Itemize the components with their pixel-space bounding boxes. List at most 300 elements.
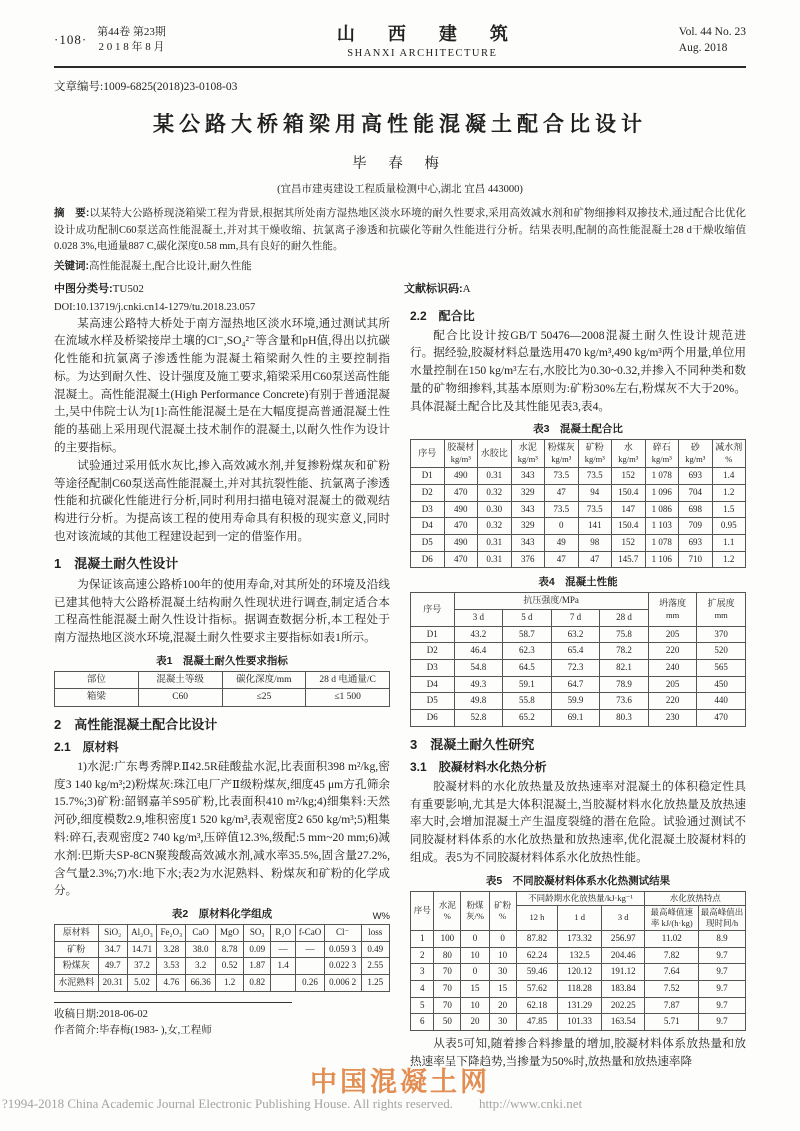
table-cell: 20.31 bbox=[98, 975, 127, 992]
table-cell: 183.84 bbox=[601, 981, 645, 998]
table-row bbox=[411, 997, 746, 1014]
author-name: 毕 春 梅 bbox=[352, 156, 448, 172]
table-cell: D5 bbox=[411, 693, 455, 710]
table-cell: 118.28 bbox=[558, 981, 602, 998]
section-2-1-paragraph: 1)水泥:广东粤秀牌P.Ⅱ42.5R硅酸盐水泥,比表面积398 m²/kg,密度3 140 kg/m³;2)粉煤灰:珠江电厂产Ⅱ级粉煤灰,细度45 μm方孔筛余15.7%;3)矿粉:韶钢嘉羊S95矿粉,比表面积410 m²/kg;4)细集料:天然河砂,细度模数2.9,堆积密度1 520 kg/m³,表观密度2 650 kg/m³;5)粗集料:碎石,表观密度2 740 kg/m³,压碎值12.3%,级配:5 mm~20 mm;6)减水剂:巴斯夫SP-8CN聚羧酸高效减水剂,减水率35.5%,固含量27.2%,含气量2.3%;7)水:地下水;表2为水泥熟料、粉煤灰和矿粉的化学成分。 bbox=[54, 759, 390, 898]
body-columns bbox=[54, 302, 746, 1071]
table-header-cell: 水泥 kg/m³ bbox=[511, 440, 545, 468]
table-cell: 202.25 bbox=[601, 997, 645, 1014]
footnote-block bbox=[54, 1002, 390, 1039]
table-header-cell: 序号 bbox=[411, 440, 445, 468]
table-header-cell: 扩展度 mm bbox=[697, 593, 746, 626]
table-header-cell: 28 d 电通量/C bbox=[306, 672, 390, 689]
table-cell: 8.9 bbox=[699, 930, 746, 947]
table-cell: 0.52 bbox=[215, 958, 243, 975]
table-cell: 0.26 bbox=[296, 975, 324, 992]
table-cell: 57.62 bbox=[516, 981, 558, 998]
table-cell: 62.24 bbox=[516, 947, 558, 964]
table-cell: 7.64 bbox=[645, 964, 699, 981]
table-header-cell: 胶凝材 kg/m³ bbox=[444, 440, 478, 468]
table-row bbox=[411, 1014, 746, 1031]
table-cell: 50 bbox=[434, 1014, 461, 1031]
table-cell: 0.82 bbox=[244, 975, 271, 992]
table-cell: 73.5 bbox=[545, 468, 579, 485]
table-cell: 87.82 bbox=[516, 930, 558, 947]
table-header-cell: loss bbox=[361, 925, 389, 942]
table-2-head bbox=[55, 925, 390, 942]
table-1-durability-requirements bbox=[54, 671, 390, 707]
table-cell: 52.8 bbox=[454, 710, 503, 727]
table-row bbox=[55, 958, 390, 975]
table-4-head bbox=[411, 593, 746, 626]
table-header-row bbox=[411, 440, 746, 468]
section-2-heading: 2 高性能混凝土配合比设计 bbox=[54, 716, 218, 732]
table-header-cell: 最高峰值出现时间/h bbox=[699, 905, 746, 930]
received-date: 收稿日期:2018-06-02 bbox=[54, 1008, 148, 1020]
table-cell: 47.85 bbox=[516, 1014, 558, 1031]
cnki-url: http://www.cnki.net bbox=[478, 1096, 583, 1111]
table-cell: 490 bbox=[444, 468, 478, 485]
table-header-cell: 碳化深度/mm bbox=[222, 672, 306, 689]
table-header-cell: 部位 bbox=[55, 672, 139, 689]
table-cell: 0.32 bbox=[478, 518, 512, 535]
table-row bbox=[55, 689, 390, 706]
table-cell: 710 bbox=[679, 551, 713, 568]
table-cell: 2 bbox=[411, 947, 434, 964]
table-cell: D1 bbox=[411, 626, 455, 643]
table-cell: 173.32 bbox=[558, 930, 602, 947]
article-id: 文章编号:1009-6825(2018)23-0108-03 bbox=[54, 81, 238, 93]
table-5-caption: 表5 不同胶凝材料体系水化热测试结果 bbox=[485, 874, 671, 887]
table-cell: 10 bbox=[461, 947, 489, 964]
table-cell: 54.8 bbox=[454, 660, 503, 677]
table-cell: 1 086 bbox=[645, 501, 679, 518]
table-cell: 73.5 bbox=[578, 468, 612, 485]
table-cell: 8.78 bbox=[215, 941, 243, 958]
table-header-cell: 矿粉 % bbox=[489, 891, 516, 930]
table-cell: 49 bbox=[545, 534, 579, 551]
table-row bbox=[411, 534, 746, 551]
table-cell: 72.3 bbox=[551, 660, 600, 677]
table-2-caption-text: 表2 原材料化学组成 bbox=[171, 908, 273, 921]
table-5-hydration-heat-results bbox=[410, 891, 746, 1031]
table-cell: 450 bbox=[697, 676, 746, 693]
table-cell: 水泥熟料 bbox=[55, 975, 99, 992]
paragraph-intro-2: 试验通过采用低水灰比,掺入高效减水剂,并复掺粉煤灰和矿粉等途径配制C60泵送高性能混凝土,并对其抗裂性能、抗氯离子渗透性能和抗碳化性能进行分析,同时利用扫描电镜对混凝土的微观结构进行分析。为提高该工程的使用寿命具有积极的现实意义,同时也对该流域的其他工程建设起到一定的借鉴作用。 bbox=[54, 458, 390, 544]
vol-line1: Vol. 44 No. 23 bbox=[678, 25, 746, 38]
table-cell: 1.1 bbox=[712, 534, 746, 551]
keywords-label: 关键词: bbox=[54, 259, 89, 272]
table-header-cell: 序号 bbox=[411, 891, 434, 930]
table-cell: 1.4 bbox=[712, 468, 746, 485]
table-2-unit: W% bbox=[372, 911, 390, 923]
table-cell: 490 bbox=[444, 501, 478, 518]
table-cell: 3.53 bbox=[157, 958, 186, 975]
table-cell: 30 bbox=[489, 1014, 516, 1031]
table-cell bbox=[296, 958, 324, 975]
table-cell: 70 bbox=[434, 964, 461, 981]
table-cell: 49.3 bbox=[454, 676, 503, 693]
table-cell: 0 bbox=[461, 930, 489, 947]
keywords-text: 高性能混凝土,配合比设计,耐久性能 bbox=[89, 260, 252, 272]
table-cell: D3 bbox=[411, 501, 445, 518]
table-3-mix-proportions bbox=[410, 439, 746, 568]
table-cell: 1.87 bbox=[244, 958, 271, 975]
table-header-cell: 水胶比 bbox=[478, 440, 512, 468]
table-cell: 370 bbox=[697, 626, 746, 643]
table-header-cell: 矿粉 kg/m³ bbox=[578, 440, 612, 468]
classification-line bbox=[54, 280, 746, 296]
section-2-2-heading: 2.2 配合比 bbox=[410, 308, 475, 323]
table-cell: 55.8 bbox=[503, 693, 552, 710]
table-row bbox=[411, 676, 746, 693]
section-3-1-heading: 3.1 胶凝材料水化热分析 bbox=[410, 759, 547, 774]
copyright-line bbox=[2, 1096, 798, 1112]
table-cell: 220 bbox=[648, 643, 697, 660]
table-row bbox=[411, 501, 746, 518]
table-cell: 7.82 bbox=[645, 947, 699, 964]
table-cell: 47 bbox=[545, 484, 579, 501]
section-2-1-heading: 2.1 原材料 bbox=[54, 739, 119, 754]
table-cell: 1 106 bbox=[645, 551, 679, 568]
clc-value: TU502 bbox=[112, 282, 144, 295]
table-header-cell: 不同龄期水化放热量/kJ·kg⁻¹ bbox=[516, 891, 645, 905]
table-4-caption: 表4 混凝土性能 bbox=[538, 576, 618, 589]
table-row bbox=[411, 710, 746, 727]
table-2-body bbox=[55, 941, 390, 991]
header-rule bbox=[54, 66, 746, 68]
table-cell: 47 bbox=[545, 551, 579, 568]
journal-header bbox=[54, 20, 746, 59]
table-cell: 470 bbox=[444, 518, 478, 535]
table-cell: 59.9 bbox=[551, 693, 600, 710]
table-cell: 5.02 bbox=[127, 975, 156, 992]
table-cell: 6 bbox=[411, 1014, 434, 1031]
table-cell: 70 bbox=[434, 997, 461, 1014]
table-cell: 73.5 bbox=[578, 501, 612, 518]
table-cell: 120.12 bbox=[558, 964, 602, 981]
table-cell: 150.4 bbox=[612, 518, 646, 535]
section-2-2-paragraph: 配合比设计按GB/T 50476—2008混凝土耐久性设计规范进行。据经验,胶凝材料总量选用470 kg/m³,490 kg/m³两个用量,单位用水量控制在150 kg/m³左右,水胶比为0.30~0.32,并掺入不同种类和数量的矿物细掺料,其基本原则为:矿粉30%左右,粉煤灰不大于20%。具体混凝土配合比及其性能见表3,表4。 bbox=[410, 328, 746, 413]
table-cell: 43.2 bbox=[454, 626, 503, 643]
table-cell: 64.5 bbox=[503, 660, 552, 677]
table-cell: 520 bbox=[697, 643, 746, 660]
table-cell: 100 bbox=[434, 930, 461, 947]
table-cell: 376 bbox=[511, 551, 545, 568]
table-2-caption bbox=[54, 906, 390, 921]
table-cell: 1.2 bbox=[712, 551, 746, 568]
table-cell: D3 bbox=[411, 660, 455, 677]
table-cell: 0.059 3 bbox=[324, 941, 361, 958]
table-cell: 82.1 bbox=[600, 660, 649, 677]
table-cell: 3 bbox=[411, 964, 434, 981]
table-header-cell: 28 d bbox=[600, 610, 649, 627]
table-cell: 94 bbox=[578, 484, 612, 501]
table-cell: 62.18 bbox=[516, 997, 558, 1014]
table-cell: D1 bbox=[411, 468, 445, 485]
abstract-block bbox=[54, 205, 746, 256]
table-cell: 9.7 bbox=[699, 964, 746, 981]
table-row bbox=[411, 964, 746, 981]
table-header-cell: CaO bbox=[186, 925, 215, 942]
right-column bbox=[410, 302, 746, 1071]
table-cell: 9.7 bbox=[699, 981, 746, 998]
table-header-cell: 1 d bbox=[558, 905, 602, 930]
table-cell: 15 bbox=[489, 981, 516, 998]
table-row bbox=[411, 518, 746, 535]
table-header-cell: 粉煤灰/% bbox=[461, 891, 489, 930]
table-cell: 38.0 bbox=[186, 941, 215, 958]
table-1-head bbox=[55, 672, 390, 689]
table-header-row bbox=[55, 925, 390, 942]
table-header-cell: 混凝土等级 bbox=[138, 672, 222, 689]
table-header-cell: 抗压强度/MPa bbox=[454, 593, 648, 610]
table-cell: 0.09 bbox=[244, 941, 271, 958]
table-cell: 14.71 bbox=[127, 941, 156, 958]
table-cell: 101.33 bbox=[558, 1014, 602, 1031]
table-cell: 1 096 bbox=[645, 484, 679, 501]
table-cell: 0.49 bbox=[361, 941, 389, 958]
table-header-cell: 原材料 bbox=[55, 925, 99, 942]
section-3-1-paragraph: 胶凝材料的水化放热量及放热速率对混凝土的体积稳定性具有重要影响,尤其是大体积混凝土,当胶凝材料水化放热量及放热速率大时,会增加混凝土产生温度裂缝的潜在危险。试验通过测试不同胶凝材料体系的水化放热量和放热速率,优化混凝土胶凝材料的组成。表5为不同胶凝材料体系水化放热性能。 bbox=[410, 779, 746, 865]
copyright-text: ?1994-2018 China Academic Journal Electronic Publishing House. All rights reserved. bbox=[2, 1096, 453, 1111]
table-cell: 163.54 bbox=[601, 1014, 645, 1031]
table-cell: 3.28 bbox=[157, 941, 186, 958]
table-cell: 30 bbox=[489, 964, 516, 981]
table-cell: 78.9 bbox=[600, 676, 649, 693]
table-cell: 5 bbox=[411, 997, 434, 1014]
table-cell: 0.022 3 bbox=[324, 958, 361, 975]
table-cell: 1 078 bbox=[645, 534, 679, 551]
table-cell: 0.31 bbox=[478, 468, 512, 485]
table-cell: 47 bbox=[578, 551, 612, 568]
table-cell: 1.4 bbox=[271, 958, 296, 975]
table-3-head bbox=[411, 440, 746, 468]
table-cell: 4.76 bbox=[157, 975, 186, 992]
table-cell: 15 bbox=[461, 981, 489, 998]
table-1-body bbox=[55, 689, 390, 706]
table-cell: 205 bbox=[648, 676, 697, 693]
table-5-head bbox=[411, 891, 746, 930]
table-row bbox=[411, 930, 746, 947]
table-header-cell: 最高峰值速率 kJ/(h·kg) bbox=[645, 905, 699, 930]
keywords-block bbox=[54, 258, 746, 273]
table-3-caption: 表3 混凝土配合比 bbox=[533, 423, 623, 436]
table-cell: 150.4 bbox=[612, 484, 646, 501]
table-cell: 693 bbox=[679, 534, 713, 551]
table-cell: 73.5 bbox=[545, 501, 579, 518]
closing-paragraph: 从表5可知,随着掺合料掺量的增加,胶凝材料体系放热量和放热速率呈下降趋势,当掺量为50%时,放热量和放热速率降 bbox=[410, 1037, 746, 1068]
journal-title-en: SHANXI ARCHITECTURE bbox=[347, 48, 498, 59]
issue-line1: 第44卷 第23期 bbox=[97, 25, 166, 38]
table-cell bbox=[271, 975, 296, 992]
table-header-cell: 砂 kg/m³ bbox=[679, 440, 713, 468]
table-cell: 80 bbox=[434, 947, 461, 964]
table-row bbox=[411, 484, 746, 501]
table-cell: 37.2 bbox=[127, 958, 156, 975]
table-2-chemical-composition bbox=[54, 924, 390, 992]
table-cell: 141 bbox=[578, 518, 612, 535]
table-cell: 75.8 bbox=[600, 626, 649, 643]
table-cell: 147 bbox=[612, 501, 646, 518]
table-header-row bbox=[411, 593, 746, 610]
page-number: ·108· bbox=[54, 31, 88, 47]
table-cell: 693 bbox=[679, 468, 713, 485]
table-row bbox=[411, 643, 746, 660]
table-cell: D2 bbox=[411, 643, 455, 660]
table-cell: 0 bbox=[461, 964, 489, 981]
table-row bbox=[411, 626, 746, 643]
table-header-cell: 12 h bbox=[516, 905, 558, 930]
table-header-cell: Fe₂O₃ bbox=[157, 925, 186, 942]
table-cell: ≤25 bbox=[222, 689, 306, 706]
table-cell: 709 bbox=[679, 518, 713, 535]
table-cell: — bbox=[296, 941, 324, 958]
table-header-cell: 3 d bbox=[454, 610, 503, 627]
table-header-cell: 水 kg/m³ bbox=[612, 440, 646, 468]
table-cell: 343 bbox=[511, 468, 545, 485]
paragraph-intro-1: 某高速公路特大桥处于南方湿热地区淡水环境,通过测试其所在流域水样及桥梁接岸土壤的Cl⁻,SO₄²⁻等含量和pH值,得出以抗碳化性能和抗氯离子渗透性能为混凝土箱梁耐久性的主要控制指标。为达到耐久性、设计强度及施工要求,箱梁采用C60泵送高性能混凝土。高性能混凝土(High Performance Concrete)有别于普通混凝土,吴中伟院士认为[1]:高性能混凝土是在大幅度提高普通混凝土性能的基础上采用现代混凝土技术制作的混凝土,以耐久性作为设计的主要指标。 bbox=[54, 316, 390, 455]
table-cell: 7.87 bbox=[645, 997, 699, 1014]
table-cell: 329 bbox=[511, 484, 545, 501]
table-header-cell: f-CaO bbox=[296, 925, 324, 942]
table-cell: 49.7 bbox=[98, 958, 127, 975]
table-cell: 10 bbox=[489, 947, 516, 964]
issue-info bbox=[97, 25, 166, 55]
table-cell: 58.7 bbox=[503, 626, 552, 643]
table-cell: 65.2 bbox=[503, 710, 552, 727]
table-row bbox=[411, 660, 746, 677]
table-header-cell: 水泥 % bbox=[434, 891, 461, 930]
table-cell: 7.52 bbox=[645, 981, 699, 998]
table-header-cell: 碎石 kg/m³ bbox=[645, 440, 679, 468]
table-cell: 49.8 bbox=[454, 693, 503, 710]
table-row bbox=[55, 941, 390, 958]
table-cell: 9.7 bbox=[699, 997, 746, 1014]
table-cell: 470 bbox=[444, 551, 478, 568]
table-cell: D4 bbox=[411, 676, 455, 693]
table-cell: 0.95 bbox=[712, 518, 746, 535]
table-header-cell: 5 d bbox=[503, 610, 552, 627]
author-affiliation: (宜昌市建夷建设工程质量检测中心,湖北 宜昌 443000) bbox=[277, 184, 523, 195]
table-header-cell: 7 d bbox=[551, 610, 600, 627]
table-cell: 4 bbox=[411, 981, 434, 998]
table-cell: 98 bbox=[578, 534, 612, 551]
table-cell: 191.12 bbox=[601, 964, 645, 981]
table-cell: 1.2 bbox=[215, 975, 243, 992]
table-cell: 9.7 bbox=[699, 947, 746, 964]
table-header-cell: R₂O bbox=[271, 925, 296, 942]
table-cell: C60 bbox=[138, 689, 222, 706]
table-cell: 0.006 2 bbox=[324, 975, 361, 992]
table-cell: 1.25 bbox=[361, 975, 389, 992]
table-cell: 64.7 bbox=[551, 676, 600, 693]
journal-title-block bbox=[323, 20, 522, 59]
header-left bbox=[54, 25, 166, 55]
table-cell: 70 bbox=[434, 981, 461, 998]
table-cell: D6 bbox=[411, 551, 445, 568]
clc-label: 中图分类号: bbox=[54, 282, 113, 295]
table-header-row bbox=[55, 672, 390, 689]
journal-title-cn: 山 西 建 筑 bbox=[336, 24, 522, 44]
table-row bbox=[411, 468, 746, 485]
table-cell: 62.3 bbox=[503, 643, 552, 660]
table-cell: 3.2 bbox=[186, 958, 215, 975]
table-cell: D5 bbox=[411, 534, 445, 551]
table-3-body bbox=[411, 468, 746, 568]
table-cell: 0 bbox=[545, 518, 579, 535]
table-cell: 5.71 bbox=[645, 1014, 699, 1031]
table-header-row bbox=[411, 891, 746, 905]
table-cell: 73.6 bbox=[600, 693, 649, 710]
table-header-cell: SO₃ bbox=[244, 925, 271, 942]
clc-block bbox=[54, 283, 144, 295]
vol-line2: Aug. 2018 bbox=[678, 41, 728, 54]
table-cell: 65.4 bbox=[551, 643, 600, 660]
table-header-cell: 水化放热特点 bbox=[645, 891, 746, 905]
table-cell: 230 bbox=[648, 710, 697, 727]
table-row bbox=[411, 981, 746, 998]
table-cell: 329 bbox=[511, 518, 545, 535]
table-cell: 箱梁 bbox=[55, 689, 139, 706]
doc-code-label: 文献标识码: bbox=[404, 282, 463, 295]
section-1-heading: 1 混凝土耐久性设计 bbox=[54, 555, 179, 571]
abstract-label: 摘 要: bbox=[54, 207, 90, 219]
table-cell: 698 bbox=[679, 501, 713, 518]
table-cell: 0.30 bbox=[478, 501, 512, 518]
table-cell: 343 bbox=[511, 534, 545, 551]
table-row bbox=[55, 975, 390, 992]
table-cell: 63.2 bbox=[551, 626, 600, 643]
issue-line2: 2 0 1 8 年 8 月 bbox=[98, 40, 165, 53]
table-cell: 490 bbox=[444, 534, 478, 551]
footnote-rule bbox=[54, 1002, 292, 1003]
table-cell: 78.2 bbox=[600, 643, 649, 660]
table-header-cell: 减水剂 % bbox=[712, 440, 746, 468]
doc-code-block bbox=[404, 280, 471, 296]
table-cell: 1.2 bbox=[712, 484, 746, 501]
table-cell: 470 bbox=[444, 484, 478, 501]
table-cell: 0.32 bbox=[478, 484, 512, 501]
table-cell: 1.5 bbox=[712, 501, 746, 518]
table-cell: D6 bbox=[411, 710, 455, 727]
section-1-paragraph: 为保证该高速公路桥100年的使用寿命,对其所处的环境及沿线已建其他特大公路桥混凝土结构耐久性现状进行调查,制定适合本工程高性能混凝土耐久性设计指标。据调查数据分析,本工程处于南方湿热地区淡水环境,混凝土耐久性要求主要指标如表1所示。 bbox=[54, 577, 390, 645]
watermark-text: 中国混凝土网 bbox=[310, 1067, 490, 1097]
section-3-heading: 3 混凝土耐久性研究 bbox=[410, 736, 535, 752]
table-cell: 1 078 bbox=[645, 468, 679, 485]
table-cell: 131.29 bbox=[558, 997, 602, 1014]
doc-code-value: A bbox=[462, 282, 471, 295]
table-cell: 132.5 bbox=[558, 947, 602, 964]
table-row bbox=[411, 551, 746, 568]
table-header-cell: Cl⁻ bbox=[324, 925, 361, 942]
table-header-cell: MgO bbox=[215, 925, 243, 942]
table-header-cell: SiO₂ bbox=[98, 925, 127, 942]
table-cell: 0.31 bbox=[478, 534, 512, 551]
abstract-text: 以某特大公路桥现浇箱梁工程为背景,根据其所处南方湿热地区淡水环境的耐久性要求,采用高效减水剂和矿物细掺料双掺技术,通过配合比优化设计成功配制C60泵送高性能混凝土,并对其干燥收缩、抗氯离子渗透和抗碳化等耐久性能进行分析。结果表明,配制的高性能混凝土28 d干燥收缩值0.028 3%,电通量887 C,碳化深度0.58 mm,具有良好的耐久性能。 bbox=[54, 208, 747, 252]
table-header-cell: 粉煤灰 kg/m³ bbox=[545, 440, 579, 468]
left-column bbox=[54, 302, 390, 1071]
table-cell: 204.46 bbox=[601, 947, 645, 964]
table-5-body bbox=[411, 930, 746, 1030]
table-cell: 66.36 bbox=[186, 975, 215, 992]
table-cell: 9.7 bbox=[699, 1014, 746, 1031]
table-cell: 1 103 bbox=[645, 518, 679, 535]
table-cell: D4 bbox=[411, 518, 445, 535]
table-cell: — bbox=[271, 941, 296, 958]
table-cell: 152 bbox=[612, 468, 646, 485]
table-cell: 1 bbox=[411, 930, 434, 947]
